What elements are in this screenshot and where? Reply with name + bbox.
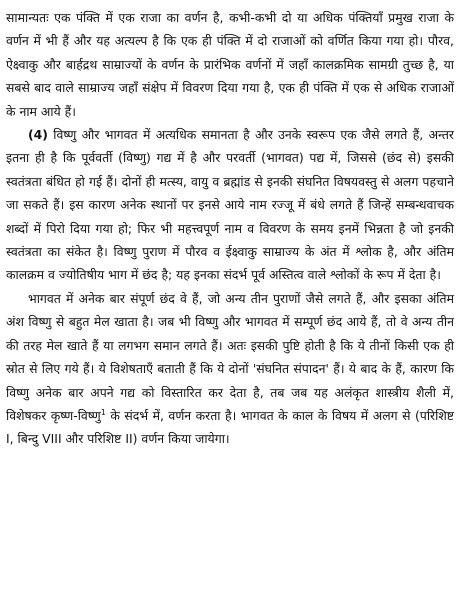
paragraph-3-text-after-footnote: के संदर्भ में, वर्णन करता है। भागवत के काल के विषय में अलग से (परिशिष्ट I, बिन्दु VIII और परिशिष्ट II) वर्णन किया जायेगा। (6, 407, 454, 447)
paragraph-3-text-before-footnote: भागवत में अनेक बार संपूर्ण छंद वे हैं, जो अन्य तीन पुराणों जैसे लगते हैं, और इसका अंतिम अंश विष्णु से बहुत मेल खाता है। जब भी विष्णु और भागवत में सम्पूर्ण छंद आये हैं, तो वे अन्य तीन की तरह मेल खाते हैं या लगभग समान लगते हैं। अतः इसकी पुष्टि होती है कि ये तीनों किसी एक ही स्रोत से लिए गये हैं। ये विशेषताएँ बताती हैं कि ये दोनों 'संघनित संपादन' हैं। ये बाद के हैं, कारण कि विष्णु अनेक बार अपने गद्य को विस्तारित कर देता है, तब जब यह अलंकृत शास्त्रीय शैली में, विशेषकर कृष्ण-विष्णु (6, 290, 454, 423)
section-number: (4) (28, 127, 48, 143)
paragraph-3 (6, 287, 454, 451)
paragraph-2 (6, 123, 454, 287)
paragraph-1 (6, 6, 454, 123)
paragraph-1-text: सामान्यतः एक पंक्ति में एक राजा का वर्णन है, कभी-कभी दो या अधिक पंक्तियाँ प्रमुख राजा के वर्णन में भी हैं और यह अत्यल्प है कि एक ही पंक्ति में दो राजाओं को वर्णित किया गया हो। पौरव, ऐक्ष्वाकु और बार्हद्रथ साम्राज्यों के वर्णन के प्रारंभिक वर्णनों में जहाँ कालक्रमिक सामग्री तुच्छ है, या सबसे बाद वाले साम्राज्य जहाँ संक्षेप में विवरण दिया गया है, एक ही पंक्ति में एक से अधिक राजाओं के नाम आये हैं। (6, 10, 454, 119)
footnote-marker: 1 (100, 407, 106, 417)
paragraph-2-text: विष्णु और भागवत में अत्यधिक समानता है और उनके स्वरूप एक जैसे लगते हैं, अन्तर इतना ही है कि पूर्ववर्ती (विष्णु) गद्य में है और परवर्ती (भागवत) पद्य में, जिससे (छंद से) इसकी स्वतंत्रता बंधित हो गई हैं। दोनों ही मत्स्य, वायु व ब्रह्मांड से इनकी संघनित विषयवस्तु से अलग पहचाने जा सकते हैं। इस कारण अनेक स्थानों पर इनसे आये नाम रज्जू में बंधे लगते हैं जिन्हें सम्बन्धवाचक शब्दों में पिरो दिया गया हो; फिर भी महत्त्वपूर्ण नाम व विवरण के समय इनमें भिन्नता है जो इनकी स्वतंत्रता का संकेत है। विष्णु पुराण में पौरव व ईक्ष्वाकु साम्राज्य के अंत में श्लोक है, और अंतिम कालक्रम व ज्योतिषीय भाग में छंद है; यह इनका संदर्भ पूर्व अस्तित्व वाले श्लोकों के रूप में देता है। (6, 127, 454, 283)
